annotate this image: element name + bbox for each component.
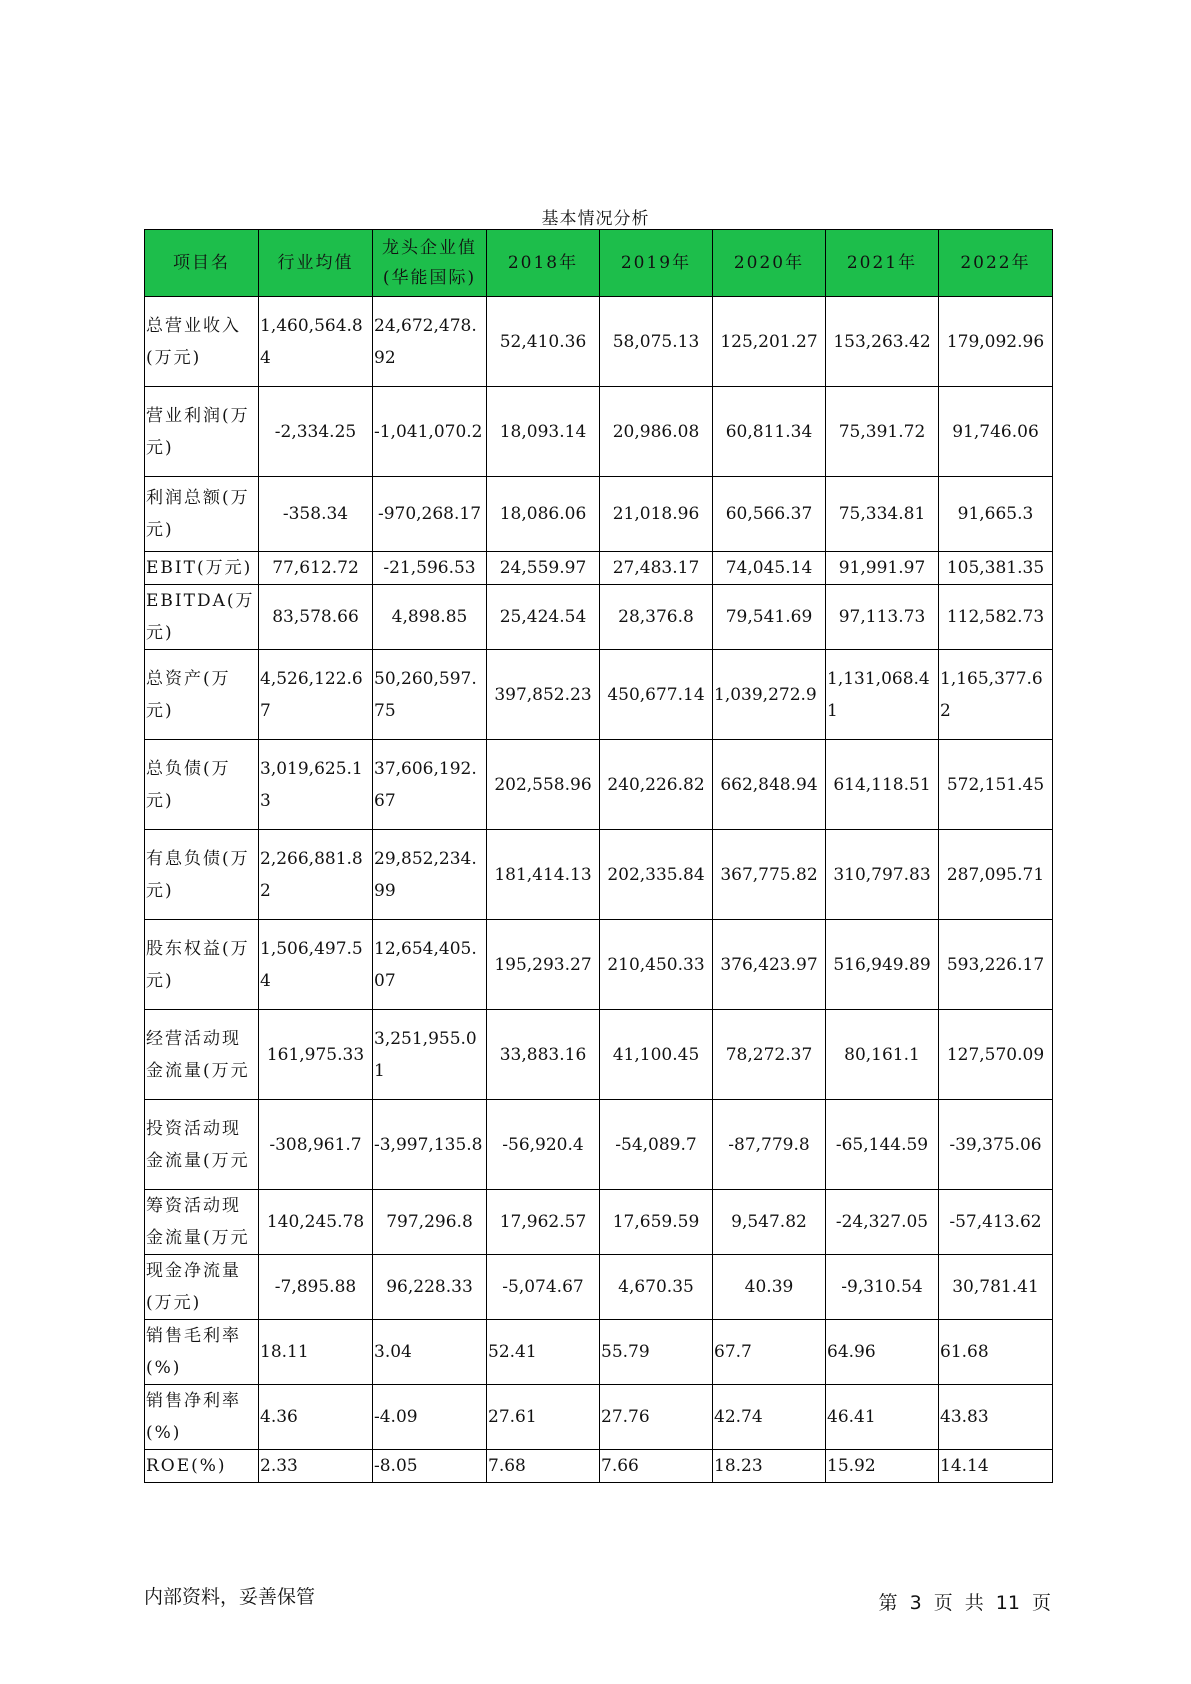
header-cell: 2019年 [600, 230, 713, 297]
table-cell: 55.79 [600, 1320, 713, 1385]
table-row [145, 1100, 1053, 1190]
table-cell: 14.14 [939, 1450, 1053, 1483]
table-cell: 64.96 [826, 1320, 939, 1385]
table-cell: -87,779.8 [713, 1100, 826, 1190]
table-cell: 1,131,068.41 [826, 650, 939, 740]
table-cell: 75,334.81 [826, 477, 939, 552]
table-cell: 58,075.13 [600, 297, 713, 387]
table-cell: -2,334.25 [259, 387, 373, 477]
table-cell: 202,558.96 [487, 740, 600, 830]
table-cell: -9,310.54 [826, 1255, 939, 1320]
page-number: 第 3 页 共 11 页 [878, 1592, 1051, 1614]
table-cell: 662,848.94 [713, 740, 826, 830]
table-cell: 593,226.17 [939, 920, 1053, 1010]
table-cell: 91,991.97 [826, 552, 939, 585]
table-cell: -57,413.62 [939, 1190, 1053, 1255]
row-label: 筹资活动现金流量(万元 [145, 1190, 259, 1255]
table-cell: 52,410.36 [487, 297, 600, 387]
table-cell: 75,391.72 [826, 387, 939, 477]
table-cell: 18,093.14 [487, 387, 600, 477]
table-cell: 797,296.8 [373, 1190, 487, 1255]
row-label: 经营活动现金流量(万元 [145, 1010, 259, 1100]
row-label: 现金净流量(万元) [145, 1255, 259, 1320]
table-cell: 367,775.82 [713, 830, 826, 920]
row-label: 营业利润(万元) [145, 387, 259, 477]
table-row [145, 1385, 1053, 1450]
row-label: 销售净利率(%) [145, 1385, 259, 1450]
table-cell: 52.41 [487, 1320, 600, 1385]
table-cell: 17,962.57 [487, 1190, 600, 1255]
table-cell: 125,201.27 [713, 297, 826, 387]
table-cell: 3,251,955.01 [373, 1010, 487, 1100]
row-label: 总资产(万元) [145, 650, 259, 740]
table-cell: 96,228.33 [373, 1255, 487, 1320]
row-label: EBIT(万元) [145, 552, 259, 585]
table-cell: 46.41 [826, 1385, 939, 1450]
table-row [145, 552, 1053, 585]
table-cell: 614,118.51 [826, 740, 939, 830]
table-cell: 450,677.14 [600, 650, 713, 740]
table-cell: 61.68 [939, 1320, 1053, 1385]
table-cell: 97,113.73 [826, 585, 939, 650]
table-cell: 195,293.27 [487, 920, 600, 1010]
table-row [145, 1320, 1053, 1385]
table-cell: 2.33 [259, 1450, 373, 1483]
table-row [145, 387, 1053, 477]
table-row [145, 1010, 1053, 1100]
table-cell: 33,883.16 [487, 1010, 600, 1100]
table-cell: 112,582.73 [939, 585, 1053, 650]
header-cell: 2021年 [826, 230, 939, 297]
header-cell: 龙头企业值(华能国际) [373, 230, 487, 297]
table-row [145, 477, 1053, 552]
table-cell: 60,811.34 [713, 387, 826, 477]
header-cell: 项目名 [145, 230, 259, 297]
table-row [145, 1255, 1053, 1320]
table-cell: -65,144.59 [826, 1100, 939, 1190]
row-label: 有息负债(万元) [145, 830, 259, 920]
header-cell: 行业均值 [259, 230, 373, 297]
table-cell: 1,039,272.9 [713, 650, 826, 740]
table-cell: 1,460,564.84 [259, 297, 373, 387]
table-cell: 2,266,881.82 [259, 830, 373, 920]
table-cell: 43.83 [939, 1385, 1053, 1450]
table-cell: 40.39 [713, 1255, 826, 1320]
row-label: ROE(%) [145, 1450, 259, 1483]
header-cell: 2022年 [939, 230, 1053, 297]
table-caption: 基本情况分析 [541, 209, 650, 229]
table-row [145, 650, 1053, 740]
table-cell: 181,414.13 [487, 830, 600, 920]
table-cell: 376,423.97 [713, 920, 826, 1010]
table-cell: 79,541.69 [713, 585, 826, 650]
table-cell: 140,245.78 [259, 1190, 373, 1255]
table-cell: -24,327.05 [826, 1190, 939, 1255]
table-cell: 397,852.23 [487, 650, 600, 740]
table-cell: 1,506,497.54 [259, 920, 373, 1010]
table-cell: 210,450.33 [600, 920, 713, 1010]
table-cell: 37,606,192.67 [373, 740, 487, 830]
table-cell: -308,961.7 [259, 1100, 373, 1190]
table-cell: 179,092.96 [939, 297, 1053, 387]
table-cell: 42.74 [713, 1385, 826, 1450]
table-row [145, 297, 1053, 387]
table-cell: -5,074.67 [487, 1255, 600, 1320]
table-cell: 4,898.85 [373, 585, 487, 650]
table-cell: 127,570.09 [939, 1010, 1053, 1100]
header-cell: 2020年 [713, 230, 826, 297]
table-cell: 153,263.42 [826, 297, 939, 387]
table-cell: 41,100.45 [600, 1010, 713, 1100]
table-cell: 78,272.37 [713, 1010, 826, 1100]
table-row [145, 1450, 1053, 1483]
row-label: 销售毛利率(%) [145, 1320, 259, 1385]
table-cell: 18.11 [259, 1320, 373, 1385]
table-cell: 91,746.06 [939, 387, 1053, 477]
table-cell: 25,424.54 [487, 585, 600, 650]
table-row [145, 920, 1053, 1010]
table-row [145, 585, 1053, 650]
table-cell: -1,041,070.2 [373, 387, 487, 477]
table-cell: 50,260,597.75 [373, 650, 487, 740]
table-cell: 18.23 [713, 1450, 826, 1483]
table-cell: 310,797.83 [826, 830, 939, 920]
table-cell: 17,659.59 [600, 1190, 713, 1255]
table-cell: 572,151.45 [939, 740, 1053, 830]
financial-table [144, 229, 1053, 1483]
table-cell: 24,672,478.92 [373, 297, 487, 387]
table-cell: 4,526,122.67 [259, 650, 373, 740]
table-cell: -7,895.88 [259, 1255, 373, 1320]
table-cell: -21,596.53 [373, 552, 487, 585]
table-cell: -8.05 [373, 1450, 487, 1483]
table-cell: -56,920.4 [487, 1100, 600, 1190]
table-cell: 161,975.33 [259, 1010, 373, 1100]
table-cell: 60,566.37 [713, 477, 826, 552]
table-cell: 27.61 [487, 1385, 600, 1450]
table-cell: 27.76 [600, 1385, 713, 1450]
header-cell: 2018年 [487, 230, 600, 297]
table-cell: 105,381.35 [939, 552, 1053, 585]
row-label: 总负债(万元) [145, 740, 259, 830]
table-cell: 28,376.8 [600, 585, 713, 650]
table-cell: 21,018.96 [600, 477, 713, 552]
table-cell: 7.66 [600, 1450, 713, 1483]
table-cell: 18,086.06 [487, 477, 600, 552]
row-label: 投资活动现金流量(万元 [145, 1100, 259, 1190]
table-row [145, 830, 1053, 920]
table-cell: -39,375.06 [939, 1100, 1053, 1190]
table-cell: 3,019,625.13 [259, 740, 373, 830]
table-cell: 3.04 [373, 1320, 487, 1385]
table-cell: 287,095.71 [939, 830, 1053, 920]
confidential-note: 内部资料，妥善保管 [144, 1586, 316, 1608]
table-cell: 24,559.97 [487, 552, 600, 585]
table-cell: 29,852,234.99 [373, 830, 487, 920]
table-cell: 30,781.41 [939, 1255, 1053, 1320]
table-cell: 9,547.82 [713, 1190, 826, 1255]
table-row [145, 740, 1053, 830]
table-cell: 202,335.84 [600, 830, 713, 920]
table-cell: 80,161.1 [826, 1010, 939, 1100]
table-cell: 15.92 [826, 1450, 939, 1483]
row-label: 利润总额(万元) [145, 477, 259, 552]
table-cell: 74,045.14 [713, 552, 826, 585]
table-cell: -54,089.7 [600, 1100, 713, 1190]
table-cell: 4.36 [259, 1385, 373, 1450]
table-cell: 77,612.72 [259, 552, 373, 585]
table-cell: 240,226.82 [600, 740, 713, 830]
table-cell: -4.09 [373, 1385, 487, 1450]
table-cell: 7.68 [487, 1450, 600, 1483]
table-cell: -970,268.17 [373, 477, 487, 552]
table-cell: 83,578.66 [259, 585, 373, 650]
table-cell: 91,665.3 [939, 477, 1053, 552]
table-cell: -358.34 [259, 477, 373, 552]
row-label: 总营业收入(万元) [145, 297, 259, 387]
table-row [145, 1190, 1053, 1255]
header-row [145, 230, 1053, 297]
table-cell: -3,997,135.8 [373, 1100, 487, 1190]
table-cell: 516,949.89 [826, 920, 939, 1010]
table-cell: 67.7 [713, 1320, 826, 1385]
row-label: EBITDA(万元) [145, 585, 259, 650]
table-cell: 12,654,405.07 [373, 920, 487, 1010]
table-cell: 20,986.08 [600, 387, 713, 477]
table-cell: 1,165,377.62 [939, 650, 1053, 740]
table-cell: 27,483.17 [600, 552, 713, 585]
row-label: 股东权益(万元) [145, 920, 259, 1010]
table-cell: 4,670.35 [600, 1255, 713, 1320]
